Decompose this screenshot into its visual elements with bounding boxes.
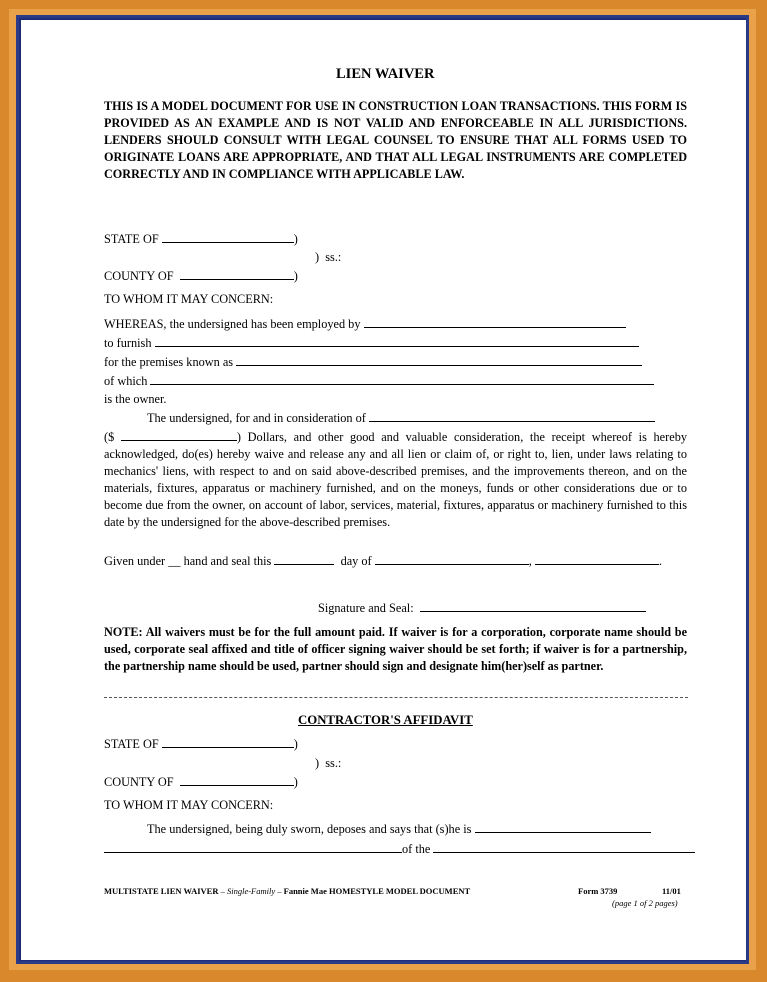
document-page bbox=[21, 20, 746, 960]
signature-row bbox=[318, 600, 646, 617]
note-text: NOTE: All waivers must be for the full amount paid. If waiver is for a corporation, corporate name should be used, corporate seal affixed and title of officer signing waiver should be set forth; if waiver is for a partnership, the partnership name should be used, partner should sign and designate him(her)self as partner. bbox=[104, 625, 687, 673]
county-row: COUNTY OF ) bbox=[104, 269, 298, 283]
footer-left: MULTISTATE LIEN WAIVER – Single-Family – Fannie Mae HOMESTYLE MODEL DOCUMENT bbox=[104, 886, 471, 896]
consideration-paragraph: ($ ) Dollars, and other good and valuable consideration, the receipt whereof is hereby acknowledged, do(es) hereby waive and release any and all lien or claim of, or right to, lien, under laws relating to mechanics' liens, with respect to and on said above-described premises, and the improvements thereon, and on the materials, fixtures, apparatus or machinery furnished, and on the moneys, funds or other considerations due or to become due from the owner, on account of labor, services, material, fixtures, apparatus or machinery furnished to this date by the undersigned for the above-described premises. bbox=[104, 430, 687, 529]
owner-field[interactable] bbox=[150, 373, 654, 385]
county-label: COUNTY OF bbox=[104, 269, 174, 283]
company-field[interactable] bbox=[433, 841, 695, 853]
state-field[interactable] bbox=[162, 231, 294, 243]
consideration-field[interactable] bbox=[369, 410, 655, 422]
signature-label: Signature and Seal: bbox=[318, 601, 414, 615]
affidavit-title: CONTRACTOR'S AFFIDAVIT bbox=[298, 713, 473, 727]
ss-label: ss.: bbox=[325, 250, 342, 264]
affidavit-state-field[interactable] bbox=[162, 736, 294, 748]
affidavit-state-row: STATE OF ) bbox=[104, 737, 298, 751]
whereas-row: WHEREAS, the undersigned has been employed by bbox=[104, 316, 626, 333]
furnish-row: to furnish bbox=[104, 335, 639, 352]
amount-field[interactable] bbox=[121, 429, 237, 441]
footer-date: 11/01 bbox=[662, 886, 681, 896]
month-field[interactable] bbox=[375, 553, 529, 565]
disclaimer-text: THIS IS A MODEL DOCUMENT FOR USE IN CONSTRUCTION LOAN TRANSACTIONS. THIS FORM IS PROVIDED AS AN EXAMPLE AND IS NOT VALID AND ENFORCEABLE IN ALL JURISDICTIONS. LENDERS SHOULD CONSULT WITH LEGAL COUNSEL TO ENSURE THAT ALL FORMS USED TO ORIGINATE LOANS ARE APPROPRIATE, AND THAT ALL LEGAL INSTRUMENTS ARE COMPLETED CORRECTLY AND IN COMPLIANCE WITH APPLICABLE LAW. bbox=[104, 99, 687, 181]
affidavit-sworn-row: The undersigned, being duly sworn, deposes and says that (s)he is bbox=[147, 821, 651, 838]
ss-row: ) ss.: bbox=[315, 250, 342, 264]
day-field[interactable] bbox=[274, 553, 334, 565]
given-under-row: Given under __ hand and seal this day of , . bbox=[104, 554, 662, 568]
footer-form-number: Form 3739 bbox=[578, 886, 618, 896]
year-field[interactable] bbox=[535, 553, 659, 565]
to-whom-heading: TO WHOM IT MAY CONCERN: bbox=[104, 292, 274, 306]
county-field[interactable] bbox=[180, 268, 294, 280]
consideration-row: The undersigned, for and in consideration of bbox=[147, 410, 655, 427]
of-which-row: of which bbox=[104, 373, 654, 390]
of-the-row: of the bbox=[104, 841, 695, 858]
premises-field[interactable] bbox=[236, 354, 642, 366]
affidavit-county-row: COUNTY OF ) bbox=[104, 775, 298, 789]
employer-field[interactable] bbox=[364, 316, 626, 328]
state-row: STATE OF ) bbox=[104, 232, 298, 246]
document-title: LIEN WAIVER bbox=[336, 66, 435, 82]
signature-field[interactable] bbox=[420, 600, 646, 612]
footer-page-number: (page 1 of 2 pages) bbox=[612, 898, 678, 908]
premises-row: for the premises known as bbox=[104, 354, 642, 371]
affidavit-to-whom: TO WHOM IT MAY CONCERN: bbox=[104, 798, 274, 812]
affidavit-county-field[interactable] bbox=[180, 774, 294, 786]
state-label: STATE OF bbox=[104, 232, 159, 246]
furnish-field[interactable] bbox=[155, 335, 639, 347]
is-owner-text: is the owner. bbox=[104, 392, 167, 406]
affiant-title-field[interactable] bbox=[475, 821, 651, 833]
section-divider bbox=[104, 697, 688, 698]
affiant-name-field[interactable] bbox=[104, 841, 402, 853]
affidavit-ss-row: ) ss.: bbox=[315, 756, 342, 770]
